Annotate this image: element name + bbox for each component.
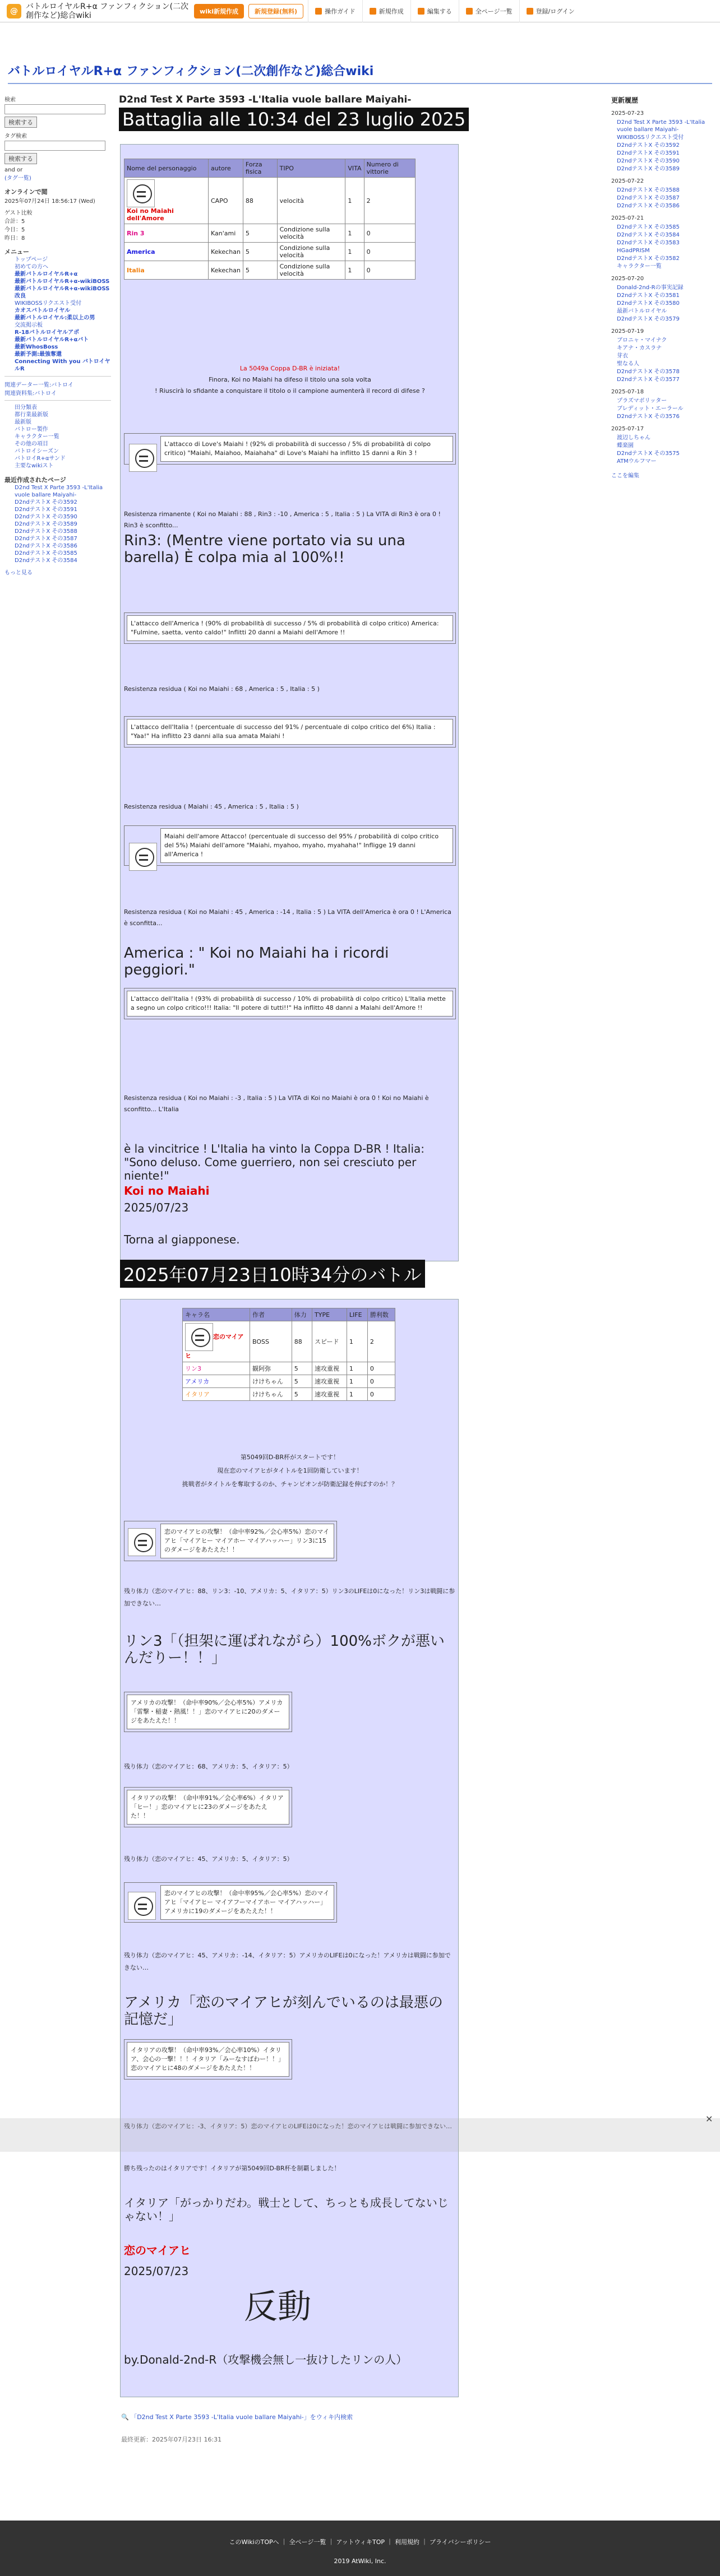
intro-line: La 5049a Coppa D-BR è iniziata! [239, 365, 340, 372]
attack-text: 恋のマイアヒの攻撃！（命中率95%／会心率5%）恋のマイアヒ「マイアヒー マイアフーマイアホー マイアハッハー」アメリカに19のダメージをあたえた！！ [160, 1885, 334, 1920]
table-cell: 88 [243, 178, 277, 224]
category-item[interactable]: 都行業最新版 [15, 412, 48, 418]
result-text: 残り体力（恋のマイアヒ：88、リン3：-10、アメリカ：5、イタリア：5）リン3のLIFEは0になった！リン3は戦闘に参加できない… [124, 1588, 455, 1607]
intro-block [121, 363, 459, 397]
attack-block [124, 988, 456, 1019]
table-cell: 1 [347, 1375, 367, 1388]
history-item[interactable]: D2ndテストX その3577 [617, 377, 680, 383]
menu-item[interactable]: 最新バトルロイヤルR+α-wikiBOSS改良 [15, 286, 110, 299]
recent-page-item[interactable]: D2ndテストX その3592 [15, 499, 77, 505]
table-cell: 5 [243, 261, 277, 280]
col-header: LIFE [347, 1308, 367, 1321]
menu-item[interactable]: 最新予測:最強奪還 [15, 351, 62, 358]
table-cell: 2 [367, 1321, 395, 1362]
history-item[interactable]: D2ndテストX その3590 [617, 158, 680, 164]
menu-list [15, 256, 111, 373]
attack-text: L'attacco dell'America ! (90% di probabilità di successo / 5% di probabilità di colpo critico) America: "Fulmine, saetta, vento caldo!" Inflitti 20 danni a Maiahi dell'Amore !! [127, 615, 453, 641]
edit-icon [418, 8, 424, 15]
col-header: Forza fisica [243, 159, 277, 178]
article-title: D2nd Test X Parte 3593 -L'Italia vuole ballare Maiyahi- [119, 94, 412, 105]
character-portrait [129, 843, 157, 871]
article [119, 94, 604, 131]
recent-page-item[interactable]: D2ndテストX その3586 [15, 543, 77, 549]
table-cell: 0 [364, 243, 415, 261]
table-header-row [124, 159, 416, 178]
menu-item[interactable]: 初めての方へ [15, 264, 48, 270]
intro-line: 第5049回D-BR杯がスタートです！ [240, 1454, 340, 1461]
attack-text: アメリカの攻撃！（命中率90%／会心率5%）アメリカ「雷撃・稲妻・熱風！！」恋のマイアヒに20のダメージをあたえた！！ [127, 1695, 289, 1729]
tag-search-label: タグ検索 [4, 133, 27, 140]
battle-heading-japanese: 2025年07月23日10時34分のバトル [120, 1260, 425, 1288]
nav-login[interactable]: 登録/ログイン [519, 0, 581, 22]
create-wiki-button[interactable]: wiki新規作成 [194, 4, 244, 18]
history-item[interactable]: D2ndテストX その3588 [617, 187, 680, 193]
guide-icon [315, 8, 322, 15]
quote-text: Rin3: (Mentre viene portato via su una barella) È colpa mia al 100%!! [124, 532, 405, 566]
attack-block [124, 1787, 292, 1827]
result-text: Resistenza residua ( Koi no Maiahi : -3 , Italia : 5 ) La VITA di Koi no Maiahi è ora 0 ! Koi no Maiahi è sconfitto... L'Italia [124, 1094, 429, 1113]
attack-block [124, 612, 456, 644]
category-item[interactable]: バトロー製作 [15, 426, 48, 433]
table-row [124, 224, 416, 243]
result-text: 残り体力（恋のマイアヒ：45、アメリカ：-14、イタリア：5）アメリカのLIFEは0になった！アメリカは戦闘に参加できない… [124, 1952, 451, 1971]
table-cell: 1 [347, 1362, 367, 1375]
table-row [124, 261, 416, 280]
search-icon: 🔍 [121, 2413, 129, 2421]
footer-link-top[interactable]: このWikiのTOPへ [229, 2538, 279, 2546]
left-sidebar [4, 92, 111, 576]
table-cell: スピード [312, 1321, 347, 1362]
wiki-logo[interactable]: @ [7, 4, 21, 18]
history-item[interactable]: D2ndテストX その3580 [617, 300, 680, 307]
recent-page-item[interactable]: D2ndテストX その3589 [15, 521, 77, 527]
table-cell: 88 [292, 1321, 312, 1362]
update-history-title: 更新履歴 [611, 96, 639, 104]
history-item[interactable]: D2ndテストX その3586 [617, 203, 680, 209]
table-row [183, 1321, 395, 1362]
table-row [183, 1375, 395, 1388]
history-date: 2025-07-23 [611, 110, 644, 117]
history-item[interactable]: D2ndテストX その3585 [617, 224, 680, 230]
table-cell: 5 [292, 1362, 312, 1375]
history-item[interactable]: D2ndテストX その3579 [617, 316, 680, 322]
table-cell: BOSS [250, 1321, 292, 1362]
history-item[interactable]: 蝶楽園 [617, 443, 634, 449]
attack-text: L'attacco dell'Italia ! (93% di probabilità di successo / 10% di probabilità di colpo critico) L'Italia mette a segno un colpo critico!!! Italia: "Il potere di tutti!!" Ha inflitto 48 danni a Malahi dell'Amore !! [127, 991, 453, 1017]
plus-icon [370, 8, 376, 15]
character-name[interactable]: リン3 [185, 1365, 201, 1372]
history-item[interactable]: キャラクター一覧 [617, 263, 662, 270]
sub-link-2[interactable]: 関連資料集:バトロイ [4, 391, 57, 397]
attack-text: L'attacco di Love's Maiahi ! (92% di probabilità di successo / 5% di probabilità di colpo critico) "Maiahi, Maiahoo, Maiahaha" di Love's Maiahi ha inflitto 15 danni a Rin 3 ! [160, 436, 453, 462]
tag-list-link[interactable]: (タグ一覧) [4, 175, 31, 182]
menu-item[interactable]: 最新バトルロイヤルR+α [15, 271, 78, 277]
attack-block [124, 433, 456, 465]
table-cell: Condizione sulla velocità [277, 261, 345, 280]
footer-link-all-pages[interactable]: 全ページ一覧 [289, 2538, 326, 2546]
category-item[interactable]: バトロイシーズン [15, 448, 59, 454]
table-cell: 1 [345, 224, 364, 243]
character-portrait [129, 444, 157, 472]
table-cell: 1 [347, 1388, 367, 1401]
search-button[interactable]: 検索する [4, 117, 37, 128]
character-portrait [128, 1528, 156, 1556]
history-item[interactable]: D2ndテストX その3582 [617, 256, 680, 262]
last-updated: 最終更新：2025年07月23日 16:31 [121, 2436, 222, 2443]
history-group [611, 110, 716, 173]
history-item[interactable]: 芽衣 [617, 353, 628, 359]
table-cell: velocità [277, 178, 345, 224]
table-row [183, 1362, 395, 1375]
col-header: autore [209, 159, 243, 178]
characters-table-jp [182, 1308, 395, 1401]
history-date: 2025-07-19 [611, 328, 644, 335]
history-item[interactable]: ブロニャ・マイナク [617, 337, 667, 344]
history-item[interactable]: WIKIBOSSリクエスト受付 [617, 134, 684, 141]
attack-text: イタリアの攻撃！（命中率91%／会心率6%）イタリア「ヒー！」恋のマイアヒに23のダメージをあたえた！！ [127, 1790, 289, 1825]
intro-line: 挑戦者がタイトルを奪取するのか、チャンピオンが防衛記録を伸ばすのか！？ [182, 1480, 398, 1488]
table-cell: 1 [347, 1321, 367, 1362]
menu-item[interactable]: 最新WhosBoss [15, 344, 58, 350]
history-item[interactable]: D2ndテストX その3592 [617, 142, 680, 148]
table-cell: 1 [345, 261, 364, 280]
right-sidebar [611, 95, 716, 479]
header-divider [8, 83, 712, 84]
history-date: 2025-07-21 [611, 215, 644, 221]
attack-block [124, 825, 456, 866]
table-cell: 0 [367, 1362, 395, 1375]
category-item[interactable]: その他の項目 [15, 441, 48, 447]
history-item[interactable]: D2ndテストX その3583 [617, 240, 680, 246]
count-today: 今日：5 [4, 227, 25, 233]
footer-copyright: 2019 AtWiki, Inc. [334, 2558, 386, 2565]
nav-all-pages[interactable]: 全ページ一覧 [459, 0, 519, 22]
history-date: 2025-07-18 [611, 389, 644, 395]
result-text: Resistenza residua ( Koi no Maiahi : 45 , America : -14 , Italia : 5 ) La VITA dell'America è ora 0 ! L'America è sconfitta... [124, 908, 451, 927]
history-group [611, 178, 716, 210]
close-icon[interactable]: ✕ [705, 2114, 713, 2124]
divider [4, 376, 111, 377]
table-cell: けけちゃん [250, 1388, 292, 1401]
page-title[interactable]: バトルロイヤルR+α ファンフィクション(二次創作など)総合wiki [8, 64, 374, 78]
footer-links: このWikiのTOPへ ｜ 全ページ一覧 ｜ アットウィキTOP ｜ 利用規約 ｜ プライバシーポリシー [229, 2538, 491, 2546]
more-link[interactable]: もっと見る [4, 570, 33, 576]
history-group [611, 328, 716, 383]
recent-page-item[interactable]: D2ndテストX その3588 [15, 528, 77, 535]
search-input[interactable] [4, 104, 105, 114]
count-total: 合計：5 [4, 219, 25, 225]
table-cell: 0 [367, 1375, 395, 1388]
list-icon [466, 8, 473, 15]
credit-text: by.Donald-2nd-R（攻撃機会無し一抜けしたリンの人） [124, 2353, 408, 2366]
category-item[interactable]: 主要なwikiスト [15, 463, 54, 469]
col-header: Numero di vittorie [364, 159, 415, 178]
menu-item[interactable]: 最新バトルロイヤル:柔以上の男 [15, 315, 95, 321]
history-group [611, 215, 716, 270]
online-title: オンラインで閲 [4, 188, 48, 196]
menu-item[interactable]: 交流掲示板 [15, 322, 43, 328]
table-cell: 5 [292, 1388, 312, 1401]
history-item[interactable]: D2ndテストX その3575 [617, 451, 680, 457]
attack-text: 恋のマイアヒの攻撃！（命中率92%／会心率5%）恋のマイアヒ「マイアヒー マイアホー マイアハッハー」リン3に15のダメージをあたえた！！ [160, 1524, 334, 1558]
attack-text: L'attacco dell'Italia ! (percentuale di successo del 91% / percentuale di colpo critico del 6%) Italia : "Yaa!" Ha inflitto 23 danni alla sua amata Maiahi ! [127, 719, 453, 745]
character-name[interactable]: Italia [127, 266, 145, 274]
recent-pages-title: 最近作成されたページ [4, 476, 66, 484]
table-row [124, 178, 416, 224]
result-text: Resistenza rimanente ( Koi no Maiahi : 88 , Rin3 : -10 , America : 5 , Italia : 5 ) La VITA di Rin3 è ora 0 ! Rin3 è sconfitto... [124, 510, 441, 529]
table-cell: 5 [243, 224, 277, 243]
table-cell: 0 [364, 261, 415, 280]
category-item[interactable]: キャラクター一覧 [15, 434, 59, 440]
result-text: Resistenza residua ( Koi no Maiahi : 68 , America : 5 , Italia : 5 ) [124, 685, 320, 693]
history-item[interactable]: 最新バトルロイヤル [617, 308, 667, 314]
category-item[interactable]: 最新版 [15, 419, 31, 425]
site-footer [0, 2521, 720, 2576]
quote-text: イタリア「がっかりだわ。戦士として、ちっとも成長してないじゃない！」 [124, 2196, 449, 2223]
recent-page-item[interactable]: D2ndテストX その3591 [15, 507, 77, 513]
col-header: TIPO [277, 159, 345, 178]
count-label: ゲスト比較 [4, 210, 33, 216]
intro-line: 現在恋のマイアヒがタイトルを1回防衛しています！ [217, 1467, 363, 1474]
menu-item[interactable]: Connecting With you バトロイヤルR [15, 359, 110, 372]
result-text: 勝ち残ったのはイタリアです！イタリアが第5049回D-BR杯を制覇しました！ [124, 2165, 340, 2172]
history-date: 2025-07-22 [611, 178, 644, 184]
menu-item[interactable]: カオスバトルロイヤル [15, 308, 71, 314]
table-cell: Kekechan [209, 261, 243, 280]
recent-pages-list [15, 484, 111, 564]
search-label: 検索 [4, 97, 16, 103]
character-portrait [127, 179, 155, 207]
or-radio[interactable]: or [17, 167, 23, 173]
count-yesterday: 昨日：8 [4, 235, 25, 242]
col-header: 体力 [292, 1308, 312, 1321]
attack-text: イタリアの攻撃！（命中率93%／会心率10%）イタリア、会心の一撃！！！イタリア「みーなすばわー！！」恋のマイアヒに48のダメージをあたえた！！ [127, 2042, 289, 2077]
table-cell: Kan'ami [209, 224, 243, 243]
history-item[interactable]: D2ndテストX その3581 [617, 293, 680, 299]
nav-new-page[interactable]: 新規作成 [362, 0, 410, 22]
col-header: TYPE [312, 1308, 347, 1321]
footer-link-terms[interactable]: 利用規約 [395, 2538, 420, 2546]
character-name[interactable]: Koi no Maiahi dell'Amore [127, 207, 174, 222]
history-item[interactable]: ATMウルフマー [617, 458, 657, 465]
history-item[interactable]: 聖なる人 [617, 361, 639, 367]
character-name[interactable]: America [127, 248, 155, 256]
site-name[interactable]: バトルロイヤルR+α ファンフィクション(二次創作など)総合wiki [26, 2, 189, 20]
loser-name: Koi no Maiahi [124, 1184, 210, 1198]
category-item[interactable]: バトロイR+αサンド [15, 456, 66, 462]
character-name[interactable]: アメリカ [185, 1378, 210, 1385]
history-group [611, 389, 716, 420]
recent-page-item[interactable]: D2ndテストX その3584 [15, 558, 77, 564]
history-item[interactable]: HGadPRISM [617, 248, 650, 254]
table-cell: 0 [367, 1388, 395, 1401]
history-item[interactable]: プラズマボリッター [617, 398, 667, 404]
menu-item[interactable]: 最新バトルロイヤルR+αバト [15, 337, 89, 343]
result-text: 残り体力（恋のマイアヒ：68、アメリカ：5、イタリア：5） [124, 1763, 293, 1770]
table-cell: 速攻重視 [312, 1375, 347, 1388]
tag-search-button[interactable]: 検索する [4, 153, 37, 164]
category-item[interactable]: 田分類表 [15, 405, 37, 411]
divider [4, 400, 111, 401]
character-name[interactable]: Rin 3 [127, 229, 145, 237]
quote-text: アメリカ「恋のマイアヒが刻んでいるのは最悪の記憶だ」 [124, 1994, 443, 2028]
recent-page-item[interactable]: D2ndテストX その3587 [15, 536, 77, 542]
footer-link-privacy[interactable]: プライバシーポリシー [430, 2538, 491, 2546]
table-row [183, 1388, 395, 1401]
character-portrait [185, 1323, 213, 1351]
menu-item[interactable]: R-18バトルロイヤルアポ [15, 329, 80, 336]
history-item[interactable]: D2ndテストX その3591 [617, 150, 680, 156]
intro-block-jp [121, 1451, 459, 1491]
quote-text: リン3「（担架に運ばれながら）100%ボクが悪いんだりー！！」 [124, 1633, 445, 1667]
result-text: 残り体力（恋のマイアヒ：45、アメリカ：5、イタリア：5） [124, 1855, 293, 1863]
table-row [124, 243, 416, 261]
col-header: 勝利数 [367, 1308, 395, 1321]
attack-block [124, 1521, 337, 1561]
table-cell: Condizione sulla velocità [277, 243, 345, 261]
character-portrait [128, 1892, 156, 1920]
online-time: 2025年07月24日 18:56:17 (Wed) [4, 198, 95, 205]
result-text: Resistenza residua ( Maiahi : 45 , America : 5 , Italia : 5 ) [124, 803, 299, 810]
table-cell: 速攻重視 [312, 1388, 347, 1401]
table-cell: 2 [364, 178, 415, 224]
menu-item[interactable]: WIKIBOSSリクエスト受付 [15, 300, 82, 307]
history-item[interactable]: D2ndテストX その3576 [617, 414, 680, 420]
battle-date: 2025/07/23 [124, 2264, 189, 2278]
nav-edit[interactable]: 編集する [410, 0, 459, 22]
table-cell: 観阿弥 [250, 1362, 292, 1375]
history-item[interactable]: ブレディット・エーラール [617, 406, 684, 412]
user-icon [527, 8, 533, 15]
loser-name: 恋のマイアヒ [124, 2244, 191, 2257]
table-cell: 5 [292, 1375, 312, 1388]
history-item[interactable]: キアナ・カスラナ [617, 345, 662, 351]
top-bar [0, 0, 720, 22]
history-item[interactable]: D2ndテストX その3578 [617, 369, 680, 375]
quote-text: è la vincitrice ! L'Italia ha vinto la Coppa D-BR ! Italia: "Sono deluso. Come guerriero, non sei cresciuto per niente!" [124, 1142, 424, 1182]
result-text: 残り体力（恋のマイアヒ：-3、イタリア：5）恋のマイアヒのLIFEは0になった！恋のマイアヒは戦闘に参加できない… [124, 2123, 452, 2130]
recent-page-item[interactable]: D2ndテストX その3590 [15, 514, 77, 520]
table-cell: 1 [345, 243, 364, 261]
recent-page-item[interactable]: D2nd Test X Parte 3593 -L'Italia vuole ballare Maiyahi- [15, 485, 103, 498]
history-item[interactable]: 渡辺しちゃん [617, 435, 650, 441]
battle-date: 2025/07/23 [124, 1201, 189, 1214]
character-name[interactable]: 恋のマイアヒ [185, 1333, 244, 1359]
tag-search-input[interactable] [4, 141, 105, 151]
history-item[interactable]: D2ndテストX その3584 [617, 232, 680, 238]
wiki-search-link[interactable]: 🔍 「D2nd Test X Parte 3593 -L'Italia vuole ballare Maiyahi-」をウィキ内検索 [121, 2413, 353, 2421]
register-button[interactable]: 新規登録(無料) [248, 4, 303, 18]
table-cell: Condizione sulla velocità [277, 224, 345, 243]
history-group [611, 276, 716, 323]
battle-heading-italian: Battaglia alle 10:34 del 23 luglio 2025 [119, 108, 469, 131]
col-header: キャラ名 [183, 1308, 250, 1321]
history-group [611, 426, 716, 465]
table-cell: 1 [345, 178, 364, 224]
table-cell: CAPO [209, 178, 243, 224]
history-item[interactable]: D2ndテストX その3587 [617, 195, 680, 201]
attack-block [124, 2039, 292, 2080]
table-cell: 5 [243, 243, 277, 261]
overlay-band [0, 2118, 720, 2152]
attack-text: Maiahi dell'amore Attacco! (percentuale di successo del 95% / probabilità di colpo critico del 5%) Maiahi dell'amore "Maiahi, myahoo, myaho, myahaha!" Infligge 19 danni all'America ! [160, 828, 453, 863]
attack-block [124, 1882, 337, 1923]
history-date: 2025-07-20 [611, 276, 644, 282]
intro-line: ! Riuscirà lo sfidante a conquistare il titolo o il campione aumenterà il record di difese ? [155, 387, 425, 394]
intro-line: Finora, Koi no Maiahi ha difeso il titolo una sola volta [209, 376, 371, 383]
quote-text: America : " Koi no Maiahi ha i ricordi peggiori." [124, 945, 389, 978]
edit-here-link[interactable]: ここを編集 [611, 473, 639, 479]
table-header-row [183, 1308, 395, 1321]
table-cell: Kekechan [209, 243, 243, 261]
menu-title: メニュー [4, 248, 29, 256]
history-date: 2025-07-17 [611, 426, 644, 432]
battle-panel-japanese [120, 1299, 459, 2397]
sub-link-1[interactable]: 関連データー一覧:バトロイ [4, 382, 73, 388]
nav-guide[interactable]: 操作ガイド [308, 0, 362, 22]
back-to-japanese-text: Torna al giapponese. [124, 1233, 240, 1246]
rebound-text: 反動 [244, 2287, 311, 2327]
menu-item[interactable]: 最新バトルロイヤルR+α-wikiBOSS [15, 279, 110, 285]
history-item[interactable]: Donald-2nd-Rの事実記録 [617, 285, 684, 291]
footer-link-atwiki[interactable]: アットウィキTOP [336, 2538, 385, 2546]
history-item[interactable]: D2nd Test X Parte 3593 -L'Italia vuole ballare Maiyahi- [617, 119, 705, 133]
table-cell: けけちゃん [250, 1375, 292, 1388]
col-header: 作者 [250, 1308, 292, 1321]
character-name[interactable]: イタリア [185, 1391, 210, 1398]
and-radio[interactable]: and [4, 167, 15, 173]
menu-item[interactable]: トップページ [15, 257, 48, 263]
history-item[interactable]: D2ndテストX その3589 [617, 166, 680, 172]
battle-panel-italian [120, 144, 459, 1261]
col-header: VITA [345, 159, 364, 178]
recent-page-item[interactable]: D2ndテストX その3585 [15, 550, 77, 556]
table-cell: 0 [364, 224, 415, 243]
characters-table [124, 159, 416, 280]
attack-block [124, 1692, 292, 1732]
table-cell: 速攻重視 [312, 1362, 347, 1375]
category-list [15, 404, 111, 470]
attack-block [124, 716, 456, 748]
col-header: Nome del personaggio [124, 159, 209, 178]
